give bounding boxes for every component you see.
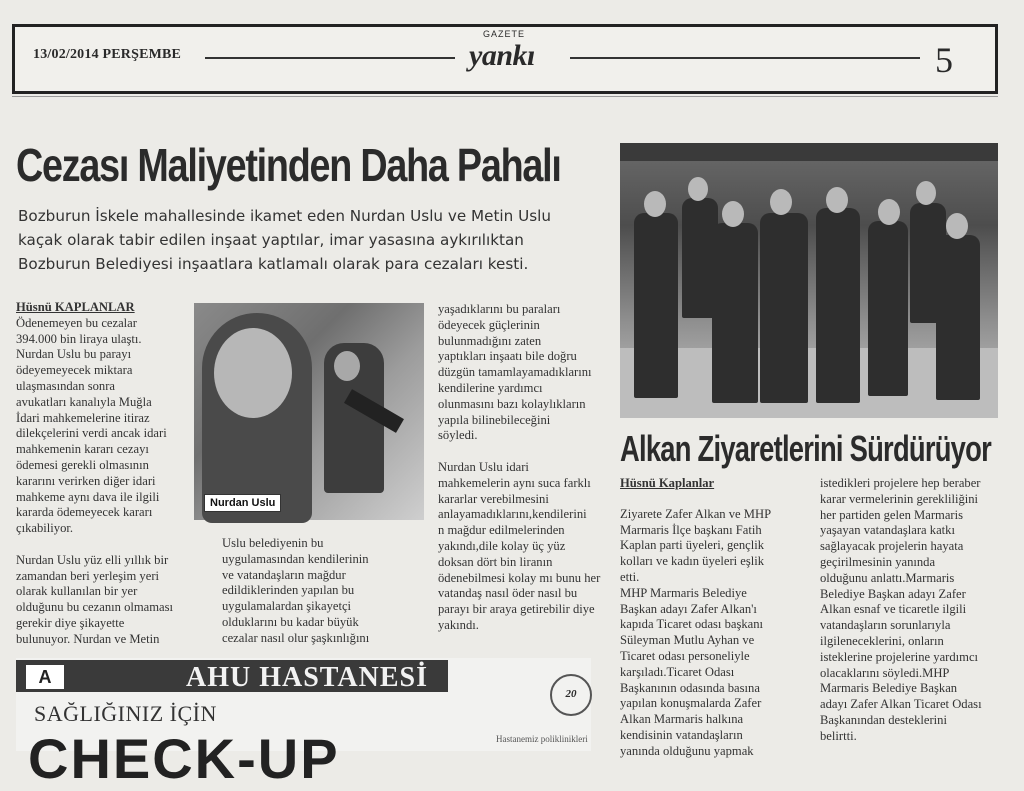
text-line: belirtti. (820, 728, 857, 743)
text-line: zamandan beri yerleşim yeri (16, 568, 160, 583)
ad-big-text: CHECK-UP (28, 727, 340, 790)
text-line: anlayamadıklarını,kendilerini (438, 507, 587, 522)
page-number: 5 (935, 40, 953, 80)
anniversary-badge-icon: 20 (550, 674, 592, 716)
text-line: karar vermelerinin gerekliliğini (820, 491, 979, 506)
text-line: yanında olduğunu yapmak (620, 743, 754, 758)
text-line: uygulamasından kendilerinin (222, 551, 369, 566)
photo-caption: Nurdan Uslu (204, 494, 281, 512)
newspaper-logo: yankı (469, 39, 535, 72)
article2-column-1 (620, 476, 805, 760)
header-rule-left (205, 57, 455, 59)
masthead-bar (12, 24, 998, 94)
ad-subtitle: SAĞLIĞINIZ İÇİN (34, 701, 217, 726)
text-line: olduğunu anlattı.Marmaris (820, 570, 955, 585)
text-line: olacaklarını söyledi.MHP (820, 665, 950, 680)
text-line: kararlar verebilmesini (438, 491, 549, 506)
text-line: düzgün tamamlayamadıklarını (438, 365, 592, 380)
text-line: olunmasını bazı kolaylıkların (438, 396, 586, 411)
text-line: edildiklerinden yapılan bu (222, 583, 355, 598)
text-line: kendilerine yardımcı (438, 380, 543, 395)
text-line: avukatları kanalıyla Muğla (16, 394, 152, 409)
text-line: kapıda Ticaret odası başkanı (620, 617, 764, 632)
article1-column-1 (16, 300, 191, 648)
text-line: yapılan konuşmalarda Zafer (620, 696, 762, 711)
article1-lead (18, 204, 618, 276)
article1-headline: Cezası Maliyetinden Daha Pahalı (16, 139, 561, 191)
text-line: Nurdan Uslu yüz elli yıllık bir (16, 552, 169, 567)
text-line: yakındı,dile kolay üç yüz (438, 538, 566, 553)
hospital-advertisement (16, 658, 591, 790)
hospital-logo-icon: A (26, 665, 64, 689)
text-line: doksan dört bin liranın (438, 554, 553, 569)
text-line: Alkan Marmaris halkına (620, 712, 744, 727)
text-line: etti. (620, 569, 640, 584)
text-line: olduklarını bu kadar büyük (222, 614, 359, 629)
text-line: geçirilmesinin yanında (820, 554, 936, 569)
text-line: ilgileneceklerini, onların (820, 633, 944, 648)
text-line (438, 444, 613, 460)
text-line: ödeyemeyecek miktara (16, 363, 133, 378)
text-line: isteklerine projelerine yardımcı (820, 649, 979, 664)
text-line: Ödenemeyen bu cezalar (16, 315, 137, 330)
article2-headline: Alkan Ziyaretlerini Sürdürüyor (620, 428, 991, 469)
text-line: adayı Zafer Alkan Ticaret Odası (820, 697, 982, 712)
text-line: Marmaris Belediye Başkan (820, 681, 958, 696)
text-line: gerekir diye şikayette (16, 615, 125, 630)
logo-top-text: GAZETE (483, 29, 526, 39)
text-line: bulunuyor. Nurdan ve Metin (16, 631, 160, 646)
text-line: yaptıkları inşaatı bile doğru (438, 349, 577, 364)
text-line: Kaplan parti üyeleri, gençlik (620, 538, 765, 553)
article1-column-2 (222, 536, 432, 647)
text-line: karşıladı.Ticaret Odası (620, 664, 735, 679)
text-line: Süleyman Mutlu Ayhan ve (620, 633, 755, 648)
text-line: kendisinin vatandaşların (620, 727, 743, 742)
text-line: bulunmadığını zaten (438, 333, 542, 348)
group-visit-photo (620, 143, 998, 418)
text-line: Başkanından desteklerini (820, 712, 947, 727)
text-line (16, 537, 191, 553)
lead-line: Bozburun Belediyesi inşaatlara katlamalı olarak para cezaları kesti. (18, 255, 529, 273)
text-line: ve vatandaşların mağdur (222, 567, 346, 582)
header-rule-right (570, 57, 920, 59)
text-line: parayı bir araya getirebilir diye (438, 602, 595, 617)
text-line: ödenebilmesi kolay mı bunu her (438, 570, 601, 585)
text-line: söyledi. (438, 428, 478, 443)
issue-date: 13/02/2014 PERŞEMBE (33, 47, 182, 62)
lead-line: Bozburun İskele mahallesinde ikamet eden Nurdan Uslu ve Metin Uslu (18, 207, 551, 225)
text-line: yaşayan vatandaşlara katkı (820, 523, 955, 538)
text-line: 394.000 bin liraya ulaştı. (16, 331, 142, 346)
text-line: mahkemelerin aynı suca farklı (438, 475, 591, 490)
text-line: Başkan adayı Zafer Alkan'ı (620, 601, 757, 616)
article1-column-3 (438, 302, 613, 634)
text-line: yaşadıklarını bu paraları (438, 302, 561, 316)
text-line: Uslu belediyenin bu (222, 536, 324, 550)
article2-column-2 (820, 476, 1010, 745)
text-line: İdari mahkemelerine itiraz (16, 410, 150, 425)
ad-title-bar (16, 660, 448, 692)
article1-byline: Hüsnü KAPLANLAR (16, 300, 135, 314)
text-line: vatandaşların sorunlarıyla (820, 618, 951, 633)
text-line: Ziyarete Zafer Alkan ve MHP (620, 506, 772, 521)
text-line: mahkemenin kararı cezayı (16, 442, 149, 457)
lead-line: kaçak olarak tabir edilen inşaat yaptılar, imar yasasına aykırılıktan (18, 231, 524, 249)
ad-small-text: Hastanemiz poliklinikleri (496, 734, 588, 744)
text-line: Belediye Başkan adayı Zafer (820, 586, 966, 601)
text-line: ulaşmasından sonra (16, 378, 115, 393)
nurdan-uslu-photo (194, 303, 424, 520)
text-line: kararda ödemeyecek kararı (16, 505, 153, 520)
text-line: sağlayacak projelerin hayata (820, 539, 964, 554)
text-line: çıkabiliyor. (16, 521, 74, 536)
text-line: kolları ve kadın üyeleri eşlik (620, 554, 765, 569)
text-line: kararını verirken diğer idari (16, 473, 156, 488)
text-line: her partiden gelen Marmaris (820, 507, 964, 522)
text-line: Başkanının odasında basına (620, 680, 760, 695)
text-line: olarak kullanılan bir yer (16, 584, 138, 599)
text-line: yapıla bilinebileceğini (438, 412, 551, 427)
text-line: mahkeme aynı dava ile ilgili (16, 489, 160, 504)
text-line: n mağdur edilmelerinden (438, 523, 565, 538)
header-divider (12, 96, 998, 97)
text-line: olduğunu bu cezanın olmaması (16, 600, 174, 615)
text-line: cezalar nasıl olur şaşkınlığını (222, 630, 370, 645)
text-line: Marmaris İlçe başkanı Fatih (620, 522, 762, 537)
text-line: uygulamalardan şikayetçi (222, 599, 352, 614)
text-line: Ticaret odası personeliyle (620, 648, 750, 663)
ad-title: AHU HASTANESİ (186, 662, 428, 693)
article2-byline: Hüsnü Kaplanlar (620, 476, 715, 490)
text-line: ödemesi gerekli olmasının (16, 457, 149, 472)
text-line: istedikleri projelere hep beraber (820, 476, 981, 490)
text-line: MHP Marmaris Belediye (620, 585, 747, 600)
text-line: Nurdan Uslu bu parayı (16, 347, 132, 362)
text-line: Alkan esnaf ve ticaretle ilgili (820, 602, 967, 617)
text-line: dilekçelerini verdi ancak idari (16, 426, 167, 441)
text-line: yakındı. (438, 617, 479, 632)
text-line: ödeyecek güçlerinin (438, 317, 540, 332)
text-line: vatandaş nasıl öder nasıl bu (438, 586, 578, 601)
text-line: Nurdan Uslu idari (438, 459, 529, 474)
